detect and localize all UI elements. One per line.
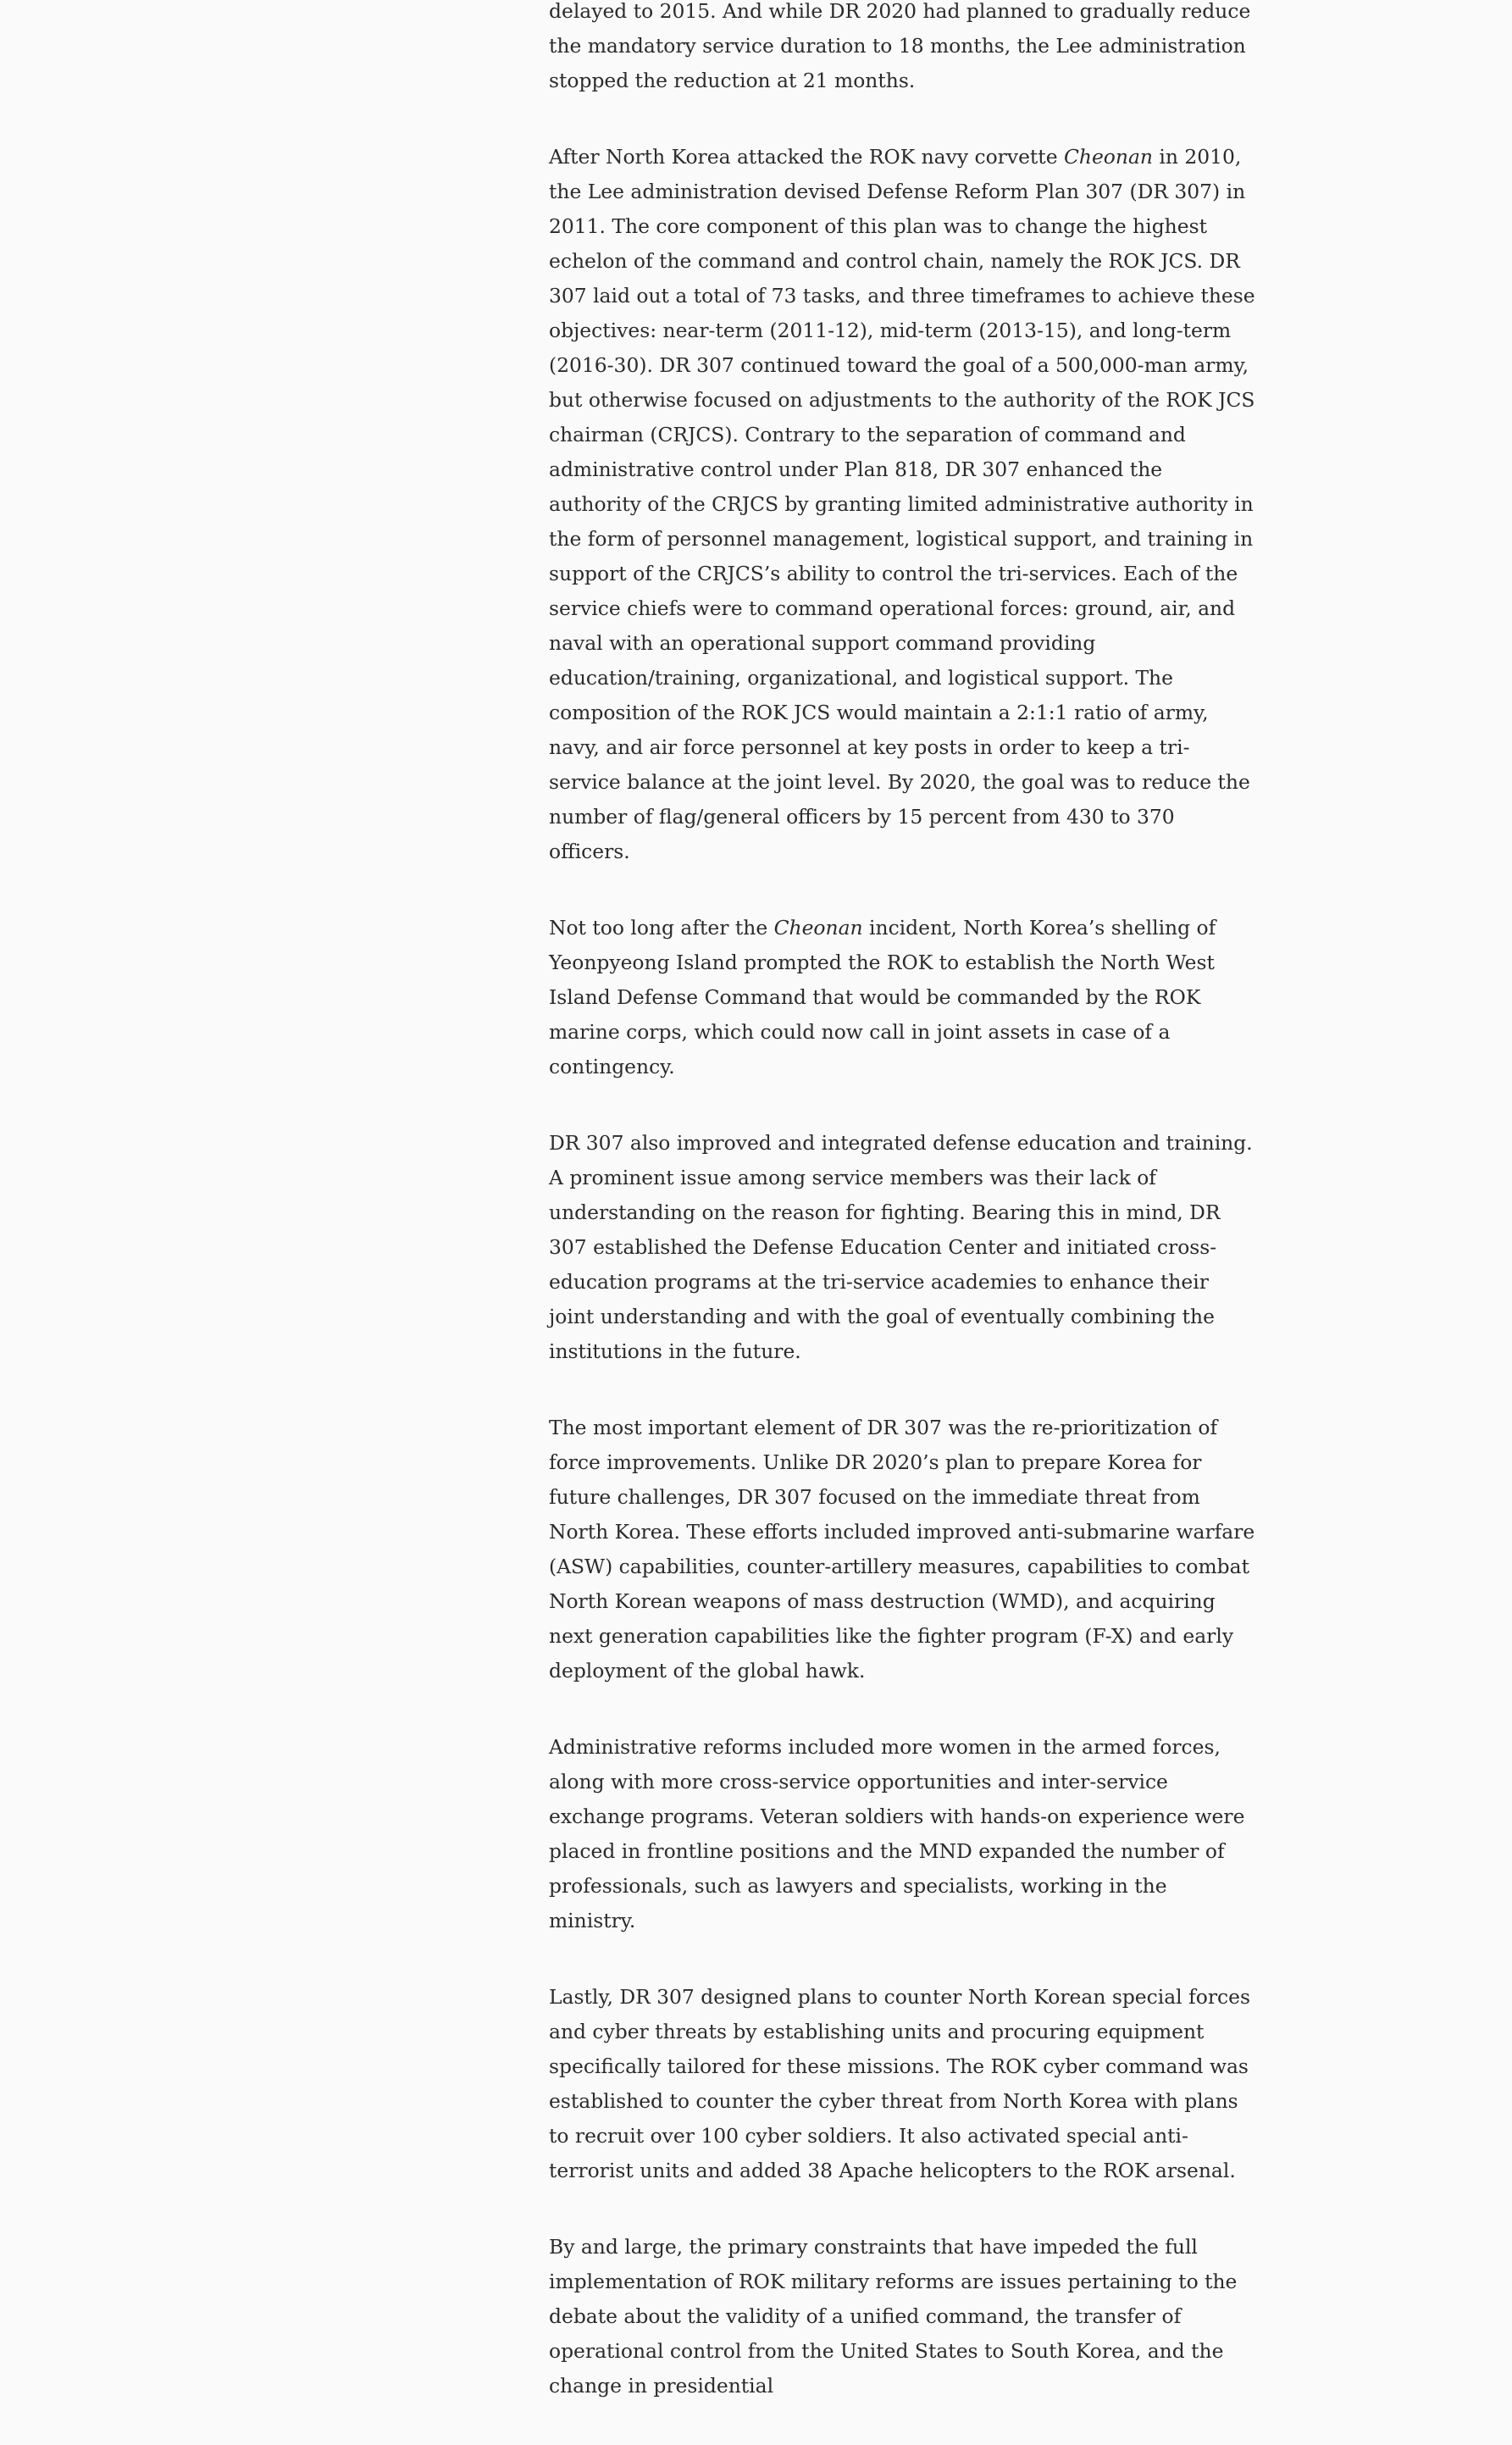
paragraph: [549, 0, 1257, 98]
paragraph-text: After North Korea attacked the ROK navy corvette: [549, 145, 1064, 169]
paragraph: [549, 140, 1257, 869]
paragraph-text: Administrative reforms included more women in the armed forces, along with more cross-service opportunities and inter-service exchange programs. Veteran soldiers with hands-on experience were placed in frontline positions and the MND expanded the number of professionals, such as lawyers and specialists, working in the ministry.: [549, 1735, 1245, 1932]
paragraph: [549, 2230, 1257, 2403]
paragraph-text: in 2010, the Lee administration devised Defense Reform Plan 307 (DR 307) in 2011. The core component of this plan was to change the highest echelon of the command and control chain, namely the ROK JCS. DR 307 laid out a total of 73 tasks, and three timeframes to achieve these objectives: near-term (2011-12), mid-term (2013-15), and long-term (2016-30). DR 307 continued toward the goal of a 500,000-man army, but otherwise focused on adjustments to the authority of the ROK JCS chairman (CRJCS). Contrary to the separation of command and administrative control under Plan 818, DR 307 enhanced the authority of the CRJCS by granting limited administrative authority in the form of personnel management, logistical support, and training in support of the CRJCS’s ability to control the tri-services. Each of the service chiefs were to command operational forces: ground, air, and naval with an operational support command providing education/training, organizational, and logistical support. The composition of the ROK JCS would maintain a 2:1:1 ratio of army, navy, and air force personnel at key posts in order to keep a tri-service balance at the joint level. By 2020, the goal was to reduce the number of flag/general officers by 15 percent from 430 to 370 officers.: [549, 145, 1255, 863]
ship-name-italic: Cheonan: [773, 916, 863, 940]
ship-name-italic: Cheonan: [1064, 145, 1153, 169]
paragraph-text: Not too long after the: [549, 916, 774, 940]
paragraph: [549, 911, 1257, 1084]
paragraph: [549, 1411, 1257, 1688]
paragraph-text: Lastly, DR 307 designed plans to counter North Korean special forces and cyber threats by establishing units and procuring equipment specifically tailored for these missions. The ROK cyber command was established to counter the cyber threat from North Korea with plans to recruit over 100 cyber soldiers. It also activated special anti-terrorist units and added 38 Apache helicopters to the ROK arsenal.: [549, 1985, 1250, 2182]
paragraph-text: incident, North Korea’s shelling of Yeonpyeong Island prompted the ROK to establish the North West Island Defense Command that would be commanded by the ROK marine corps, which could now call in joint assets in case of a contingency.: [549, 916, 1216, 1078]
paragraph: [549, 1126, 1257, 1369]
paragraph: [549, 1980, 1257, 2188]
paragraph: [549, 1730, 1257, 1938]
paragraph-text: By and large, the primary constraints that have impeded the full implementation of ROK military reforms are issues pertaining to the debate about the validity of a unified command, the transfer of operational control from the United States to South Korea, and the change in presidential: [549, 2235, 1238, 2398]
paragraph-text: DR 307 also improved and integrated defense education and training. A prominent issue among service members was their lack of understanding on the reason for fighting. Bearing this in mind, DR 307 established the Defense Education Center and initiated cross-education programs at the tri-service academies to enhance their joint understanding and with the goal of eventually combining the institutions in the future.: [549, 1131, 1253, 1363]
paragraph-text: The most important element of DR 307 was the re-prioritization of force improvements. Unlike DR 2020’s plan to prepare Korea for future challenges, DR 307 focused on the immediate threat from North Korea. These efforts included improved anti-submarine warfare (ASW) capabilities, counter-artillery measures, capabilities to combat North Korean weapons of mass destruction (WMD), and acquiring next generation capabilities like the fighter program (F-X) and early deployment of the global hawk.: [549, 1416, 1255, 1683]
article-body: [549, 0, 1257, 2445]
paragraph-text: delayed to 2015. And while DR 2020 had planned to gradually reduce the mandatory service duration to 18 months, the Lee administration stopped the reduction at 21 months.: [549, 0, 1251, 92]
